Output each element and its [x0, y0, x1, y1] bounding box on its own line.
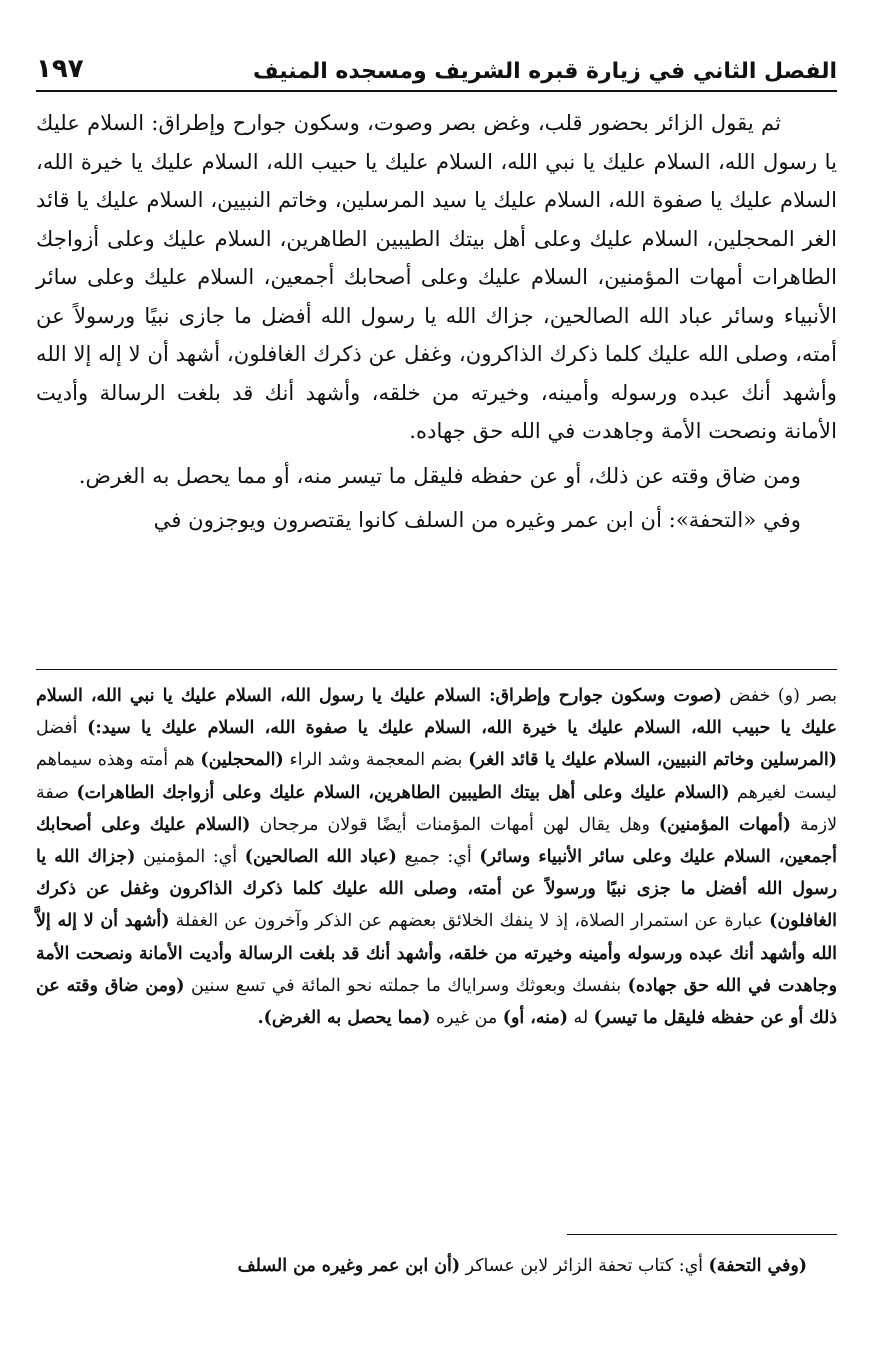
quoted-text-segment: (أمهات المؤمنين) — [658, 814, 791, 835]
gloss-text-segment: من غيره — [430, 1008, 503, 1029]
quoted-text-segment: (أن ابن عمر وغيره من السلف — [237, 1256, 461, 1276]
gloss-text-segment: أفضل — [36, 718, 88, 739]
gloss-text-segment: بنفسك وبعوثك وسراياك ما جملته نحو المائة في تسع سنين — [184, 975, 628, 996]
main-paragraph: وفي «التحفة»: أن ابن عمر وغيره من السلف كانوا يقتصرون ويوجزون في — [153, 507, 801, 532]
gloss-text-segment: بضم المعجمة وشد الراء — [283, 750, 469, 771]
quoted-text-segment: (المرسلين وخاتم النبيين، السلام عليك يا قائد الغر) — [468, 750, 837, 771]
gloss-text-segment: هم أمته وهذه سيماهم ليست لغيرهم — [36, 750, 837, 803]
quoted-text-segment: (أشهد أن لا إله إلاَّ الله وأشهد أنك عبده ورسوله وأمينه وخيرته من خلقه، وأشهد أنك قد بلغت الرسالة وأديت الأمانة ونصحت الأمة وجاهدت في الله حق جهاده) — [36, 911, 837, 996]
commentary-separator — [36, 669, 837, 670]
main-paragraph: ثم يقول الزائر بحضور قلب، وغض بصر وصوت، وسكون جوارح وإطراق: السلام عليك يا رسول الله، السلام عليك يا نبي الله، السلام عليك يا حبيب الله، السلام عليك يا خيرة الله، السلام عليك يا صفوة الله، السلام عليك يا سيد المرسلين، وخاتم النبيين، السلام عليك يا قائد الغر المحجلين، السلام عليك وعلى أهل بيتك الطيبين الطاهرين، السلام عليك وعلى أزواجك الطاهرات أمهات المؤمنين، السلام عليك وعلى أصحابك أجمعين، السلام عليك وعلى سائر الأنبياء وسائر عباد الله الصالحين، جزاك الله يا رسول الله أفضل ما جازى نبيًا ورسولاً عن أمته، وصلى الله عليك كلما ذكرك الذاكرون، وغفل عن ذكرك الغافلون، أشهد أن لا إله إلا الله وأشهد أنك عبده ورسوله وأمينه، وخيرته من خلقه، وأشهد أنك قد بلغت الرسالة وأديت الأمانة ونصحت الأمة وجاهدت في الله حق جهاده. — [36, 110, 837, 443]
gloss-text-segment: أي: كتاب تحفة الزائر لابن عساكر — [460, 1256, 709, 1276]
quoted-text-segment: (السلام عليك وعلى أصحابك أجمعين، السلام عليك وعلى سائر الأنبياء وسائر) — [36, 814, 837, 868]
footnote-rule — [567, 1234, 837, 1235]
page-number: ١٩٧ — [36, 54, 84, 84]
commentary-paragraph — [36, 680, 837, 1034]
quoted-text-segment: (صوت وسكون جوارح وإطراق: السلام عليك يا رسول الله، السلام عليك يا نبي الله، السلام عليك يا حبيب الله، السلام عليك يا خيرة الله، السلام عليك يا صفوة الله، السلام عليك يا سيد:) — [36, 686, 837, 739]
gloss-text-segment: له — [567, 1008, 594, 1029]
quoted-text-segment: (منه، أو) — [502, 1008, 568, 1029]
gloss-text-segment: صفة لازمة — [36, 782, 837, 835]
gloss-text-segment: بصر (و) خفض — [721, 686, 837, 706]
quoted-text-segment: (مما يحصل به الغرض). — [257, 1008, 431, 1029]
quoted-text-segment: (السلام عليك وعلى أهل بيتك الطيبين الطاهرين، السلام عليك وعلى أزواجك الطاهرات) — [76, 782, 730, 803]
gloss-text-segment: وهل يقال لهن أمهات المؤمنات أيضًا قولان مرجحان — [250, 814, 659, 835]
quoted-text-segment: (عباد الله الصالحين) — [244, 847, 397, 868]
quoted-text-segment: (ومن ضاق وقته عن ذلك أو عن حفظه فليقل ما تيسر) — [36, 975, 837, 1029]
main-text — [36, 104, 837, 546]
running-header — [36, 48, 837, 84]
main-paragraph: ومن ضاق وقته عن ذلك، أو عن حفظه فليقل ما تيسر منه، أو مما يحصل به الغرض. — [78, 462, 801, 488]
quoted-text-segment: (وفي التحفة) — [708, 1256, 807, 1276]
quoted-text-segment: (المحجلين) — [200, 750, 284, 771]
commentary — [36, 680, 837, 1034]
chapter-title: الفصل الثاني في زيارة قبره الشريف ومسجده المنيف — [253, 59, 837, 84]
footnote — [36, 1250, 837, 1282]
footnote-paragraph — [36, 1250, 837, 1282]
gloss-text-segment: أي: جميع — [396, 847, 480, 868]
gloss-text-segment: أي: المؤمنين — [135, 847, 245, 868]
header-rule — [36, 90, 837, 92]
quoted-text-segment: (جزاك الله يا رسول الله أفضل ما جزى نبيًا ورسولاً عن أمته، وصلى الله عليك كلما ذكرك الذاكرون وغفل عن ذكرك الغافلون) — [36, 847, 837, 932]
gloss-text-segment: عبارة عن استمرار الصلاة، إذ لا ينفك الخلائق بعضهم عن الذكر وآخرون عن الغفلة — [169, 911, 770, 932]
